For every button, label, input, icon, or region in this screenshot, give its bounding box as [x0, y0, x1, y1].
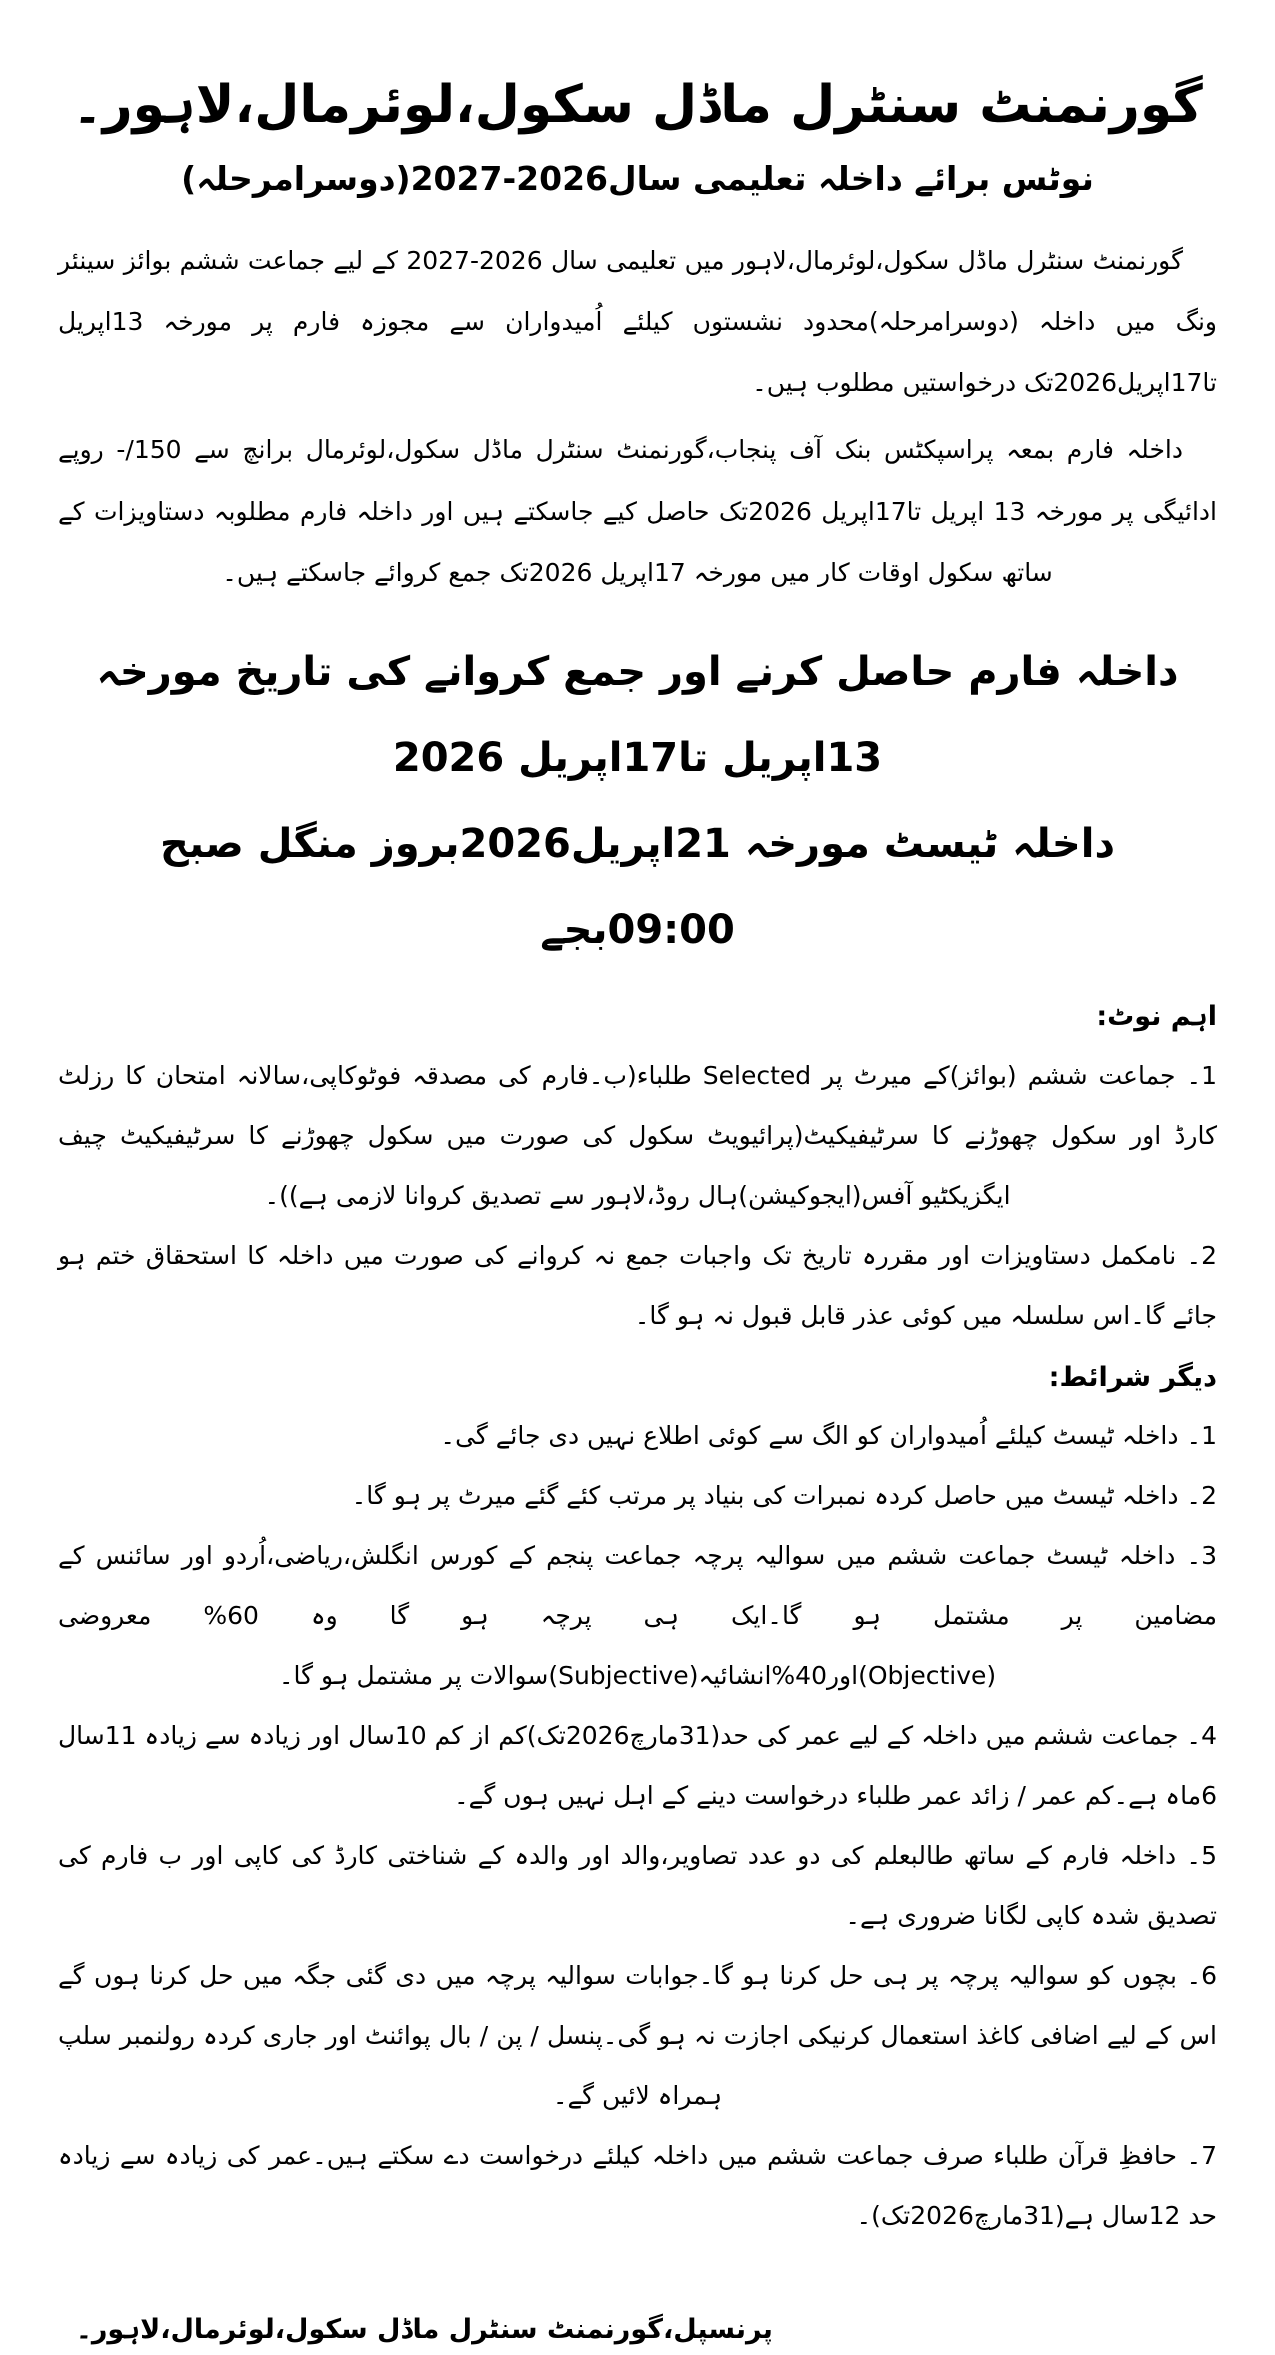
important-note-heading: اہم نوٹ:	[1096, 1001, 1217, 1032]
principal-signature-line: پرنسپل،گورنمنٹ سنٹرل ماڈل سکول،لوئرمال،لاہور۔	[76, 2314, 773, 2346]
test-date-highlight: داخلہ ٹیسٹ مورخہ 21اپریل2026بروز منگل صبح 09:00بجے	[160, 821, 1115, 953]
notice-item: 5۔ داخلہ فارم کے ساتھ طالبعلم کی دو عدد تصاویر،والد اور والدہ کے شناختی کارڈ کی کاپی اور ب فارم کی تصدیق شدہ کاپی لگانا ضروری ہے۔	[58, 1841, 1217, 1931]
key-dates-block	[58, 629, 1217, 973]
notice-item: 4۔ جماعت ششم میں داخلہ کے لیے عمر کی حد(31مارچ2026تک)کم از کم 10سال اور زیادہ سے زیادہ 11سال 6ماہ ہے۔کم عمر / زائد عمر طلباء درخواست دینے کے اہل نہیں ہوں گے۔	[58, 1721, 1217, 1811]
notice-item: 1۔ داخلہ ٹیسٹ کیلئے اُمیدواران کو الگ سے کوئی اطلاع نہیں دی جائے گی۔	[440, 1421, 1217, 1451]
other-conditions-heading: دیگر شرائط:	[1048, 1361, 1217, 1393]
intro-paragraph: گورنمنٹ سنٹرل ماڈل سکول،لوئرمال،لاہور میں تعلیمی سال 2026-2027 کے لیے جماعت ششم بوائز سینئر ونگ میں داخلہ (دوسرامرحلہ)محدود نشستوں کیلئے اُمیدواران سے مجوزہ فارم پر مورخہ 13اپریل تا17اپریل2026تک درخواستیں مطلوب ہیں۔	[58, 245, 1217, 397]
notice-item: 2۔ داخلہ ٹیسٹ میں حاصل کردہ نمبرات کی بنیاد پر مرتب کئے گئے میرٹ پر ہو گا۔	[351, 1481, 1217, 1511]
notice-item: 1۔ جماعت ششم (بوائز)کے میرٹ پر Selected طلباء(ب۔فارم کی مصدقہ فوٹوکاپی،سالانہ امتحان کا رزلٹ کارڈ اور سکول چھوڑنے کا سرٹیفیکیٹ(پرائیویٹ سکول کی صورت میں سکول چھوڑنے کا سرٹیفیکیٹ چیف ایگزیکٹیو آفس(ایجوکیشن)ہال روڈ،لاہور سے تصدیق کروانا لازمی ہے))۔	[58, 1060, 1217, 1210]
form-dates-highlight: داخلہ فارم حاصل کرنے اور جمع کروانے کی تاریخ مورخہ 13اپریل تا17اپریل 2026	[96, 649, 1179, 781]
notice-item: 2۔ نامکمل دستاویزات اور مقررہ تاریخ تک واجبات جمع نہ کروانے کی صورت میں داخلہ کا استحقاق ختم ہو جائے گا۔اس سلسلہ میں کوئی عذر قابل قبول نہ ہو گا۔	[58, 1240, 1217, 1330]
notice-item: 3۔ داخلہ ٹیسٹ جماعت ششم میں سوالیہ پرچہ جماعت پنجم کے کورس انگلش،ریاضی،اُردو اور سائنس کے مضامین پر مشتمل ہو گا۔ایک ہی پرچہ ہو گا وہ 60% معروضی (Objective)اور40%انشائیہ(Subjective)سوالات پر مشتمل ہو گا۔	[58, 1541, 1218, 1691]
notice-subtitle: نوٹس برائے داخلہ تعلیمی سال2026-2027(دوسرامرحلہ)	[181, 159, 1094, 198]
notice-item: 7۔ حافظِ قرآن طلباء صرف جماعت ششم میں داخلہ کیلئے درخواست دے سکتے ہیں۔عمر کی زیادہ سے زیادہ حد 12سال ہے(31مارچ2026تک)۔	[58, 2141, 1217, 2231]
school-title: گورنمنٹ سنٹرل ماڈل سکول،لوئرمال،لاہور۔	[72, 75, 1203, 135]
other-conditions-list	[58, 1406, 1217, 2246]
notice-item: 6۔ بچوں کو سوالیہ پرچہ پر ہی حل کرنا ہو گا۔جوابات سوالیہ پرچہ میں دی گئی جگہ میں حل کرنا ہوں گے اس کے لیے اضافی کاغذ استعمال کرنیکی اجازت نہ ہو گی۔پنسل / پن / بال پوائنٹ اور جاری کردہ رولنمبر سلپ ہمراہ لائیں گے۔	[58, 1961, 1217, 2111]
important-notes-list	[58, 1046, 1217, 1346]
form-procedure-paragraph: داخلہ فارم بمعہ پراسپکٹس بنک آف پنجاب،گورنمنٹ سنٹرل ماڈل سکول،لوئرمال برانچ سے 150/- روپے ادائیگی پر مورخہ 13 اپریل تا17اپریل 2026تک حاصل کیے جاسکتے ہیں اور داخلہ فارم مطلوبہ دستاویزات کے ساتھ سکول اوقات کار میں مورخہ 17اپریل 2026تک جمع کروائے جاسکتے ہیں۔	[58, 435, 1217, 587]
